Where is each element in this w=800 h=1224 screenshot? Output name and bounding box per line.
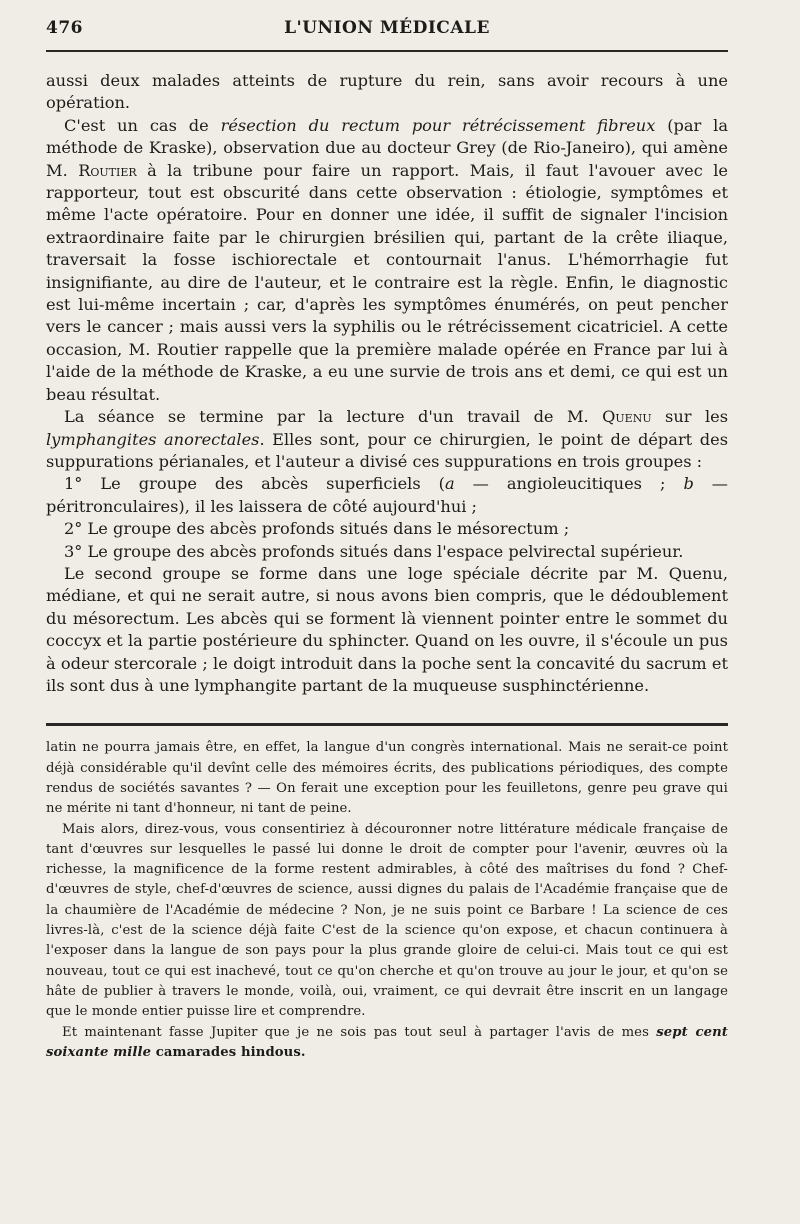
list-item: 3° Le groupe des abcès profonds situés dans l'espace pelvirectal supérieur. — [64, 541, 684, 561]
emphasis: sept cent soixante mille — [46, 1024, 728, 1060]
author-name: Quenu — [602, 407, 652, 427]
running-title: L'UNION MÉDICALE — [284, 18, 490, 38]
page-number: 476 — [46, 18, 83, 38]
footnote — [46, 738, 728, 1063]
footnote-rule — [46, 723, 728, 726]
article-body — [46, 70, 728, 697]
footnote-paragraph: latin ne pourra jamais être, en effet, la langue d'un congrès international. Mais ne serait-ce point déjà considérable qu'il devînt celle des mémoires écrits, des publications périodiques, des compte rendus de sociétés savantes ? — On ferait une exception pour les feuilletons, genre peu grave qui ne mérite ni tant d'honneur, ni tant de peine. — [46, 740, 728, 817]
paragraph: La séance se termine par la lecture d'un travail de M. Quenu sur les lymphangites anorectales. Elles sont, pour ce chirurgien, le point de départ des suppurations périanales, et l'auteur a divisé ces suppurations en trois groupes : — [46, 407, 729, 471]
page-content — [46, 14, 728, 1063]
page-header — [46, 14, 728, 48]
footnote-paragraph: Et maintenant fasse Jupiter que je ne sois pas tout seul à partager l'avis de mes sept cent soixante mille camarades hindous. — [46, 1024, 728, 1060]
list-item: 1° Le groupe des abcès superficiels (a — angioleucitiques ; b — péritronculaires), il les laissera de côté aujourd'hui ; — [46, 474, 728, 516]
author-name: Routier — [78, 160, 137, 180]
footnote-paragraph: Mais alors, direz-vous, vous consentiriez à découronner notre littérature médicale française de tant d'œuvres sur lesquelles le passé lui donne le droit de compter pour l'avenir, œuvres où la richesse, la magnificence de la forme restent admirables, à côté des maîtrises du fond ? Chef-d'œuvres de style, chef-d'œuvres de science, aussi dignes du palais de l'Académie française que de la chaumière de l'Académie de médecine ? Non, je ne suis point ce Barbare ! La science de ces livres-là, c'est de la science déjà faite C'est de la science qu'on expose, et chacun continuera à l'exposer dans la langue de son pays pour la plus grande gloire de celui-ci. Mais tout ce qui est nouveau, tout ce qui est inachevé, tout ce qu'on cherche et qu'on trouve au jour le jour, et qu'on se hâte de publier à travers le monde, voilà, oui, vraiment, ce qui devrait être inscrit en un langage que le monde entier puisse lire et comprendre. — [46, 821, 728, 1020]
emphasis: résection du rectum pour rétrécissement fibreux — [220, 115, 656, 135]
header-rule — [46, 50, 728, 52]
paragraph: Le second groupe se forme dans une loge spéciale décrite par M. Quenu, médiane, et qui ne serait autre, si nous avons bien compris, que le dédoublement du mésorectum. Les abcès qui se forment là viennent pointer entre le sommet du coccyx et la partie postérieure du sphincter. Quand on les ouvre, il s'écoule un pus à odeur stercorale ; le doigt introduit dans la poche sent la concavité du sacrum et ils sont dus à une lymphangite partant de la muqueuse susphinctérienne. — [46, 563, 728, 695]
paragraph: aussi deux malades atteints de rupture du rein, sans avoir recours à une opération. — [46, 71, 728, 113]
emphasis: lymphangites anorectales — [46, 429, 260, 449]
paragraph: C'est un cas de résection du rectum pour rétrécissement fibreux (par la méthode de Kraske), observation due au docteur Grey (de Rio-Janeiro), qui amène M. Routier à la tribune pour faire un rapport. Mais, il faut l'avouer avec le rapporteur, tout est obscurité dans cette observation : étiologie, symptômes et même l'acte opératoire. Pour en donner une idée, il suffit de signaler l'incision extraordinaire faite par le chirurgien brésilien qui, partant de la crête iliaque, traversait la fosse ischiorectale et contournait l'anus. L'hémorrhagie fut insignifiante, au dire de l'auteur, et le contraire est la règle. Enfin, le diagnostic est lui-même incertain ; car, d'après les symptômes énumérés, on peut pencher vers le cancer ; mais aussi vers la syphilis ou le rétrécissement cicatriciel. A cette occasion, M. Routier rappelle que la première malade opérée en France par lui à l'aide de la méthode de Kraske, a eu une survie de trois ans et demi, ce qui est un beau résultat. — [46, 115, 729, 404]
list-item: 2° Le groupe des abcès profonds situés dans le mésorectum ; — [64, 519, 570, 539]
